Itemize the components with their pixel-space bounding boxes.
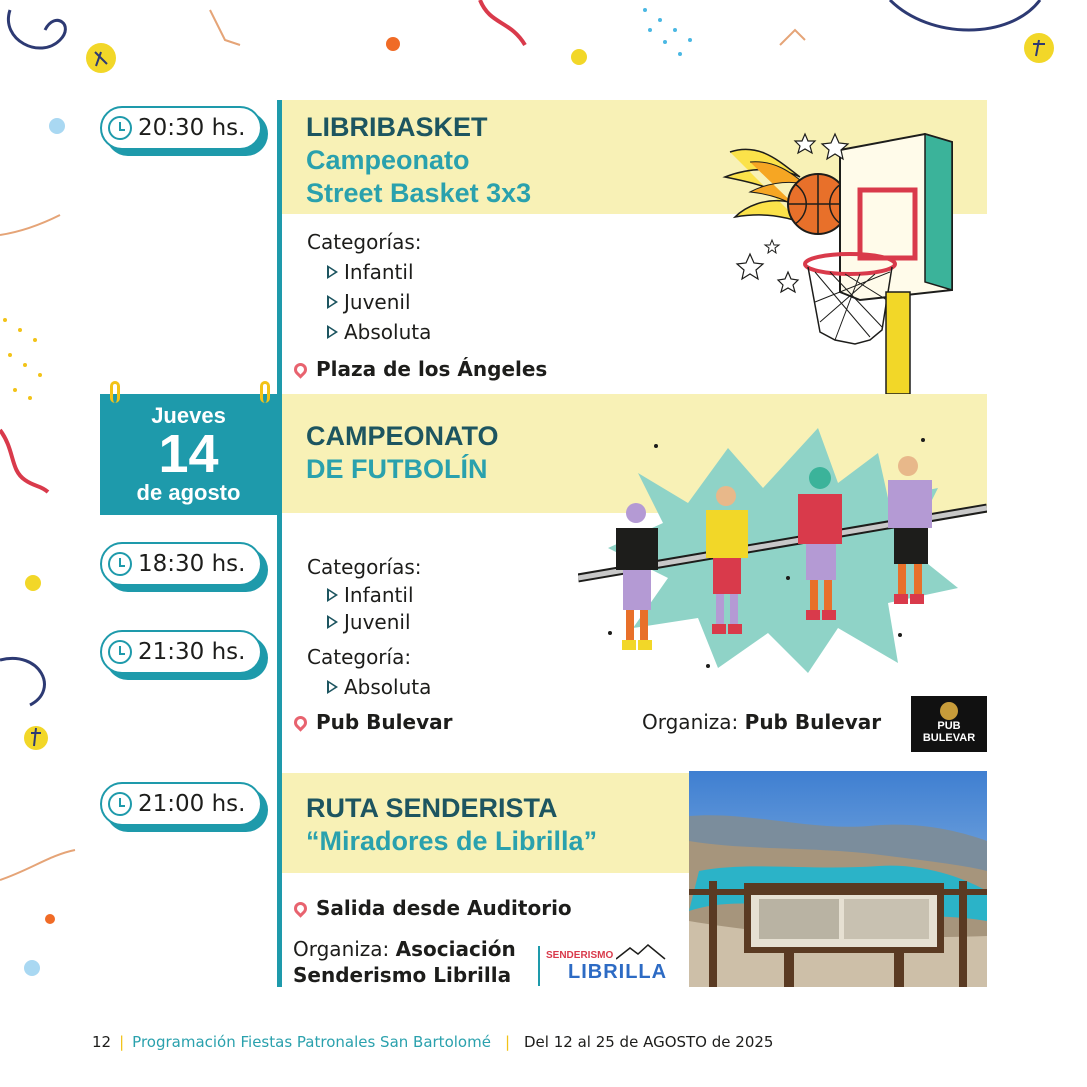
date-month: de agosto: [136, 480, 241, 505]
time-text: 18:30 hs.: [138, 551, 246, 577]
triangle-bullet-icon: [327, 265, 338, 279]
category-item: Infantil: [307, 257, 431, 287]
binder-ring-icon: [260, 381, 270, 403]
footer-separator: |: [119, 1033, 125, 1051]
title-line: DE FUTBOLÍN: [306, 454, 488, 484]
triangle-bullet-icon: [327, 588, 338, 602]
date-block: [100, 394, 277, 515]
foosball-illustration: [578, 428, 987, 678]
organizer: Organiza: Pub Bulevar: [642, 710, 882, 734]
time-text: 21:00 hs.: [138, 791, 246, 817]
title-line: Campeonato: [306, 145, 470, 175]
category-item: Infantil: [307, 582, 431, 609]
clock-icon: [108, 116, 132, 140]
divider: [538, 946, 540, 986]
location-pin-icon: [291, 360, 309, 378]
logo-text: BULEVAR: [922, 732, 976, 744]
time-text: 21:30 hs.: [138, 639, 246, 665]
date-weekday: Jueves: [151, 403, 226, 428]
page-number: 12: [92, 1033, 112, 1051]
title-line: Street Basket 3x3: [306, 178, 532, 208]
event-title-futbolin: [306, 420, 499, 486]
logo-text: LIBRILLA: [568, 961, 668, 983]
logo-text: PUB: [937, 720, 961, 732]
category-item: Juvenil: [307, 609, 431, 636]
event-place: Pub Bulevar: [294, 710, 452, 734]
category-item: Absoluta: [307, 672, 431, 702]
categories-futbolin: [307, 552, 431, 702]
clock-icon: [108, 552, 132, 576]
event-place: Salida desde Auditorio: [294, 896, 572, 920]
time-badge: [100, 106, 262, 150]
title-line: CAMPEONATO: [306, 421, 499, 451]
time-badge: [100, 542, 262, 586]
binder-ring-icon: [110, 381, 120, 403]
event-place: Plaza de los Ángeles: [294, 357, 547, 381]
time-text: 20:30 hs.: [138, 115, 246, 141]
event-title-ruta: [306, 792, 597, 858]
event-title-basket: [306, 111, 531, 210]
categories-label: Categorías:: [307, 555, 422, 579]
title-line: RUTA SENDERISTA: [306, 793, 558, 823]
triangle-bullet-icon: [327, 295, 338, 309]
senderismo-librilla-logo: [546, 944, 668, 986]
title-line: “Miradores de Librilla”: [306, 826, 598, 856]
basketball-hoop-illustration: [720, 122, 970, 394]
pub-bulevar-logo: [911, 696, 987, 752]
landscape-photo: [689, 771, 987, 987]
triangle-bullet-icon: [327, 325, 338, 339]
categories-basket: [307, 227, 431, 347]
categories-label: Categoría:: [307, 645, 412, 669]
category-item: Juvenil: [307, 287, 431, 317]
logo-text: SENDERISMO: [546, 950, 614, 961]
footer-separator: |: [504, 1033, 510, 1051]
date-day: 14: [158, 424, 219, 484]
triangle-bullet-icon: [327, 680, 338, 694]
location-pin-icon: [291, 899, 309, 917]
time-badge: [100, 630, 262, 674]
triangle-bullet-icon: [327, 615, 338, 629]
clock-icon: [108, 640, 132, 664]
organizer: Organiza: Asociación Senderismo Librilla: [293, 937, 516, 987]
categories-label: Categorías:: [307, 230, 422, 254]
program-dates: Del 12 al 25 de AGOSTO de 2025: [524, 1033, 774, 1051]
page-footer: [92, 1033, 773, 1051]
location-pin-icon: [291, 713, 309, 731]
player: [616, 503, 658, 650]
mountain-icon: [616, 944, 666, 960]
program-title: Programación Fiestas Patronales San Bartolomé: [132, 1033, 491, 1051]
title-line: LIBRIBASKET: [306, 112, 488, 142]
category-item: Absoluta: [307, 317, 431, 347]
time-badge: [100, 782, 262, 826]
clock-icon: [108, 792, 132, 816]
